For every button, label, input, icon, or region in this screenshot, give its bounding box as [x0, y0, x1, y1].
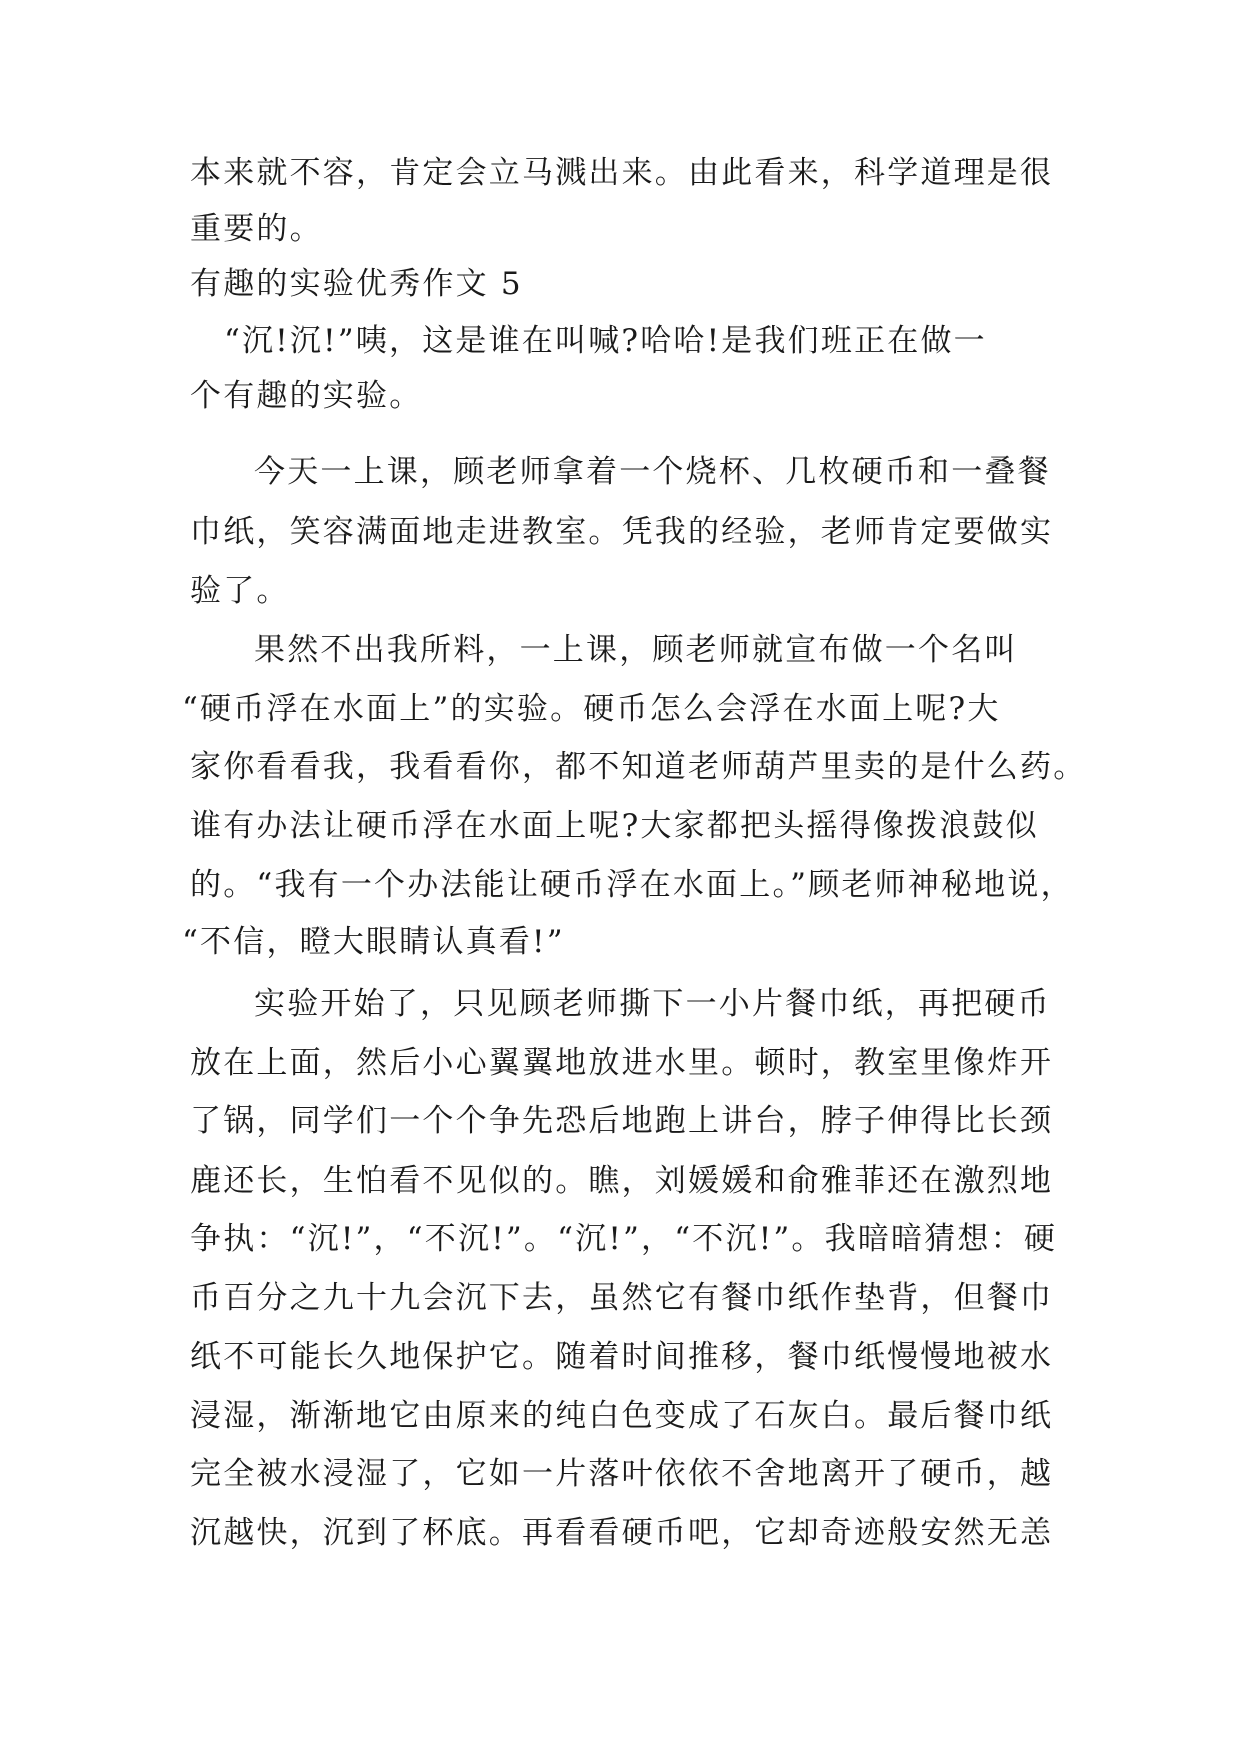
text-line: “不信，瞪大眼睛认真看!” [182, 924, 565, 960]
text-line: 币百分之九十九会沉下去，虽然它有餐巾纸作垫背，但餐巾 [190, 1280, 1054, 1316]
text-line: 验了。 [190, 573, 290, 609]
text-line: 本来就不容，肯定会立马溅出来。由此看来，科学道理是很 [190, 155, 1054, 191]
text-line: 今天一上课，顾老师拿着一个烧杯、几枚硬币和一叠餐 [254, 454, 1051, 490]
article-heading: 有趣的实验优秀作文 5 [190, 266, 523, 302]
text-line: 家你看看我，我看看你，都不知道老师葫芦里卖的是什么药。 [190, 749, 1087, 785]
text-line: 浸湿，渐渐地它由原来的纯白色变成了石灰白。最后餐巾纸 [190, 1398, 1054, 1434]
text-line: 重要的。 [190, 211, 323, 247]
text-line: “硬币浮在水面上”的实验。硬币怎么会浮在水面上呢?大 [182, 691, 1001, 727]
text-line: 巾纸，笑容满面地走进教室。凭我的经验，老师肯定要做实 [190, 514, 1054, 550]
text-line: 放在上面，然后小心翼翼地放进水里。顿时，教室里像炸开 [190, 1045, 1054, 1081]
text-line: 纸不可能长久地保护它。随着时间推移，餐巾纸慢慢地被水 [190, 1339, 1054, 1375]
text-line: 完全被水浸湿了，它如一片落叶依依不舍地离开了硬币，越 [190, 1456, 1054, 1492]
text-line: “沉!沉!”咦，这是谁在叫喊?哈哈!是我们班正在做一 [224, 323, 987, 359]
text-line: 鹿还长，生怕看不见似的。瞧，刘媛媛和俞雅菲还在激烈地 [190, 1163, 1054, 1199]
text-line: 争执：“沉!”，“不沉!”。“沉!”，“不沉!”。我暗暗猜想：硬 [190, 1221, 1058, 1257]
text-line: 了锅，同学们一个个争先恐后地跑上讲台，脖子伸得比长颈 [190, 1103, 1054, 1139]
text-line: 个有趣的实验。 [190, 378, 423, 414]
text-line: 的。“我有一个办法能让硬币浮在水面上。”顾老师神秘地说， [190, 867, 1074, 903]
text-line: 谁有办法让硬币浮在水面上呢?大家都把头摇得像拨浪鼓似 [190, 808, 1039, 844]
text-line: 实验开始了，只见顾老师撕下一小片餐巾纸，再把硬币 [254, 986, 1051, 1022]
text-line: 果然不出我所料，一上课，顾老师就宣布做一个名叫 [254, 632, 1018, 668]
text-line: 沉越快，沉到了杯底。再看看硬币吧，它却奇迹般安然无恙 [190, 1515, 1054, 1551]
